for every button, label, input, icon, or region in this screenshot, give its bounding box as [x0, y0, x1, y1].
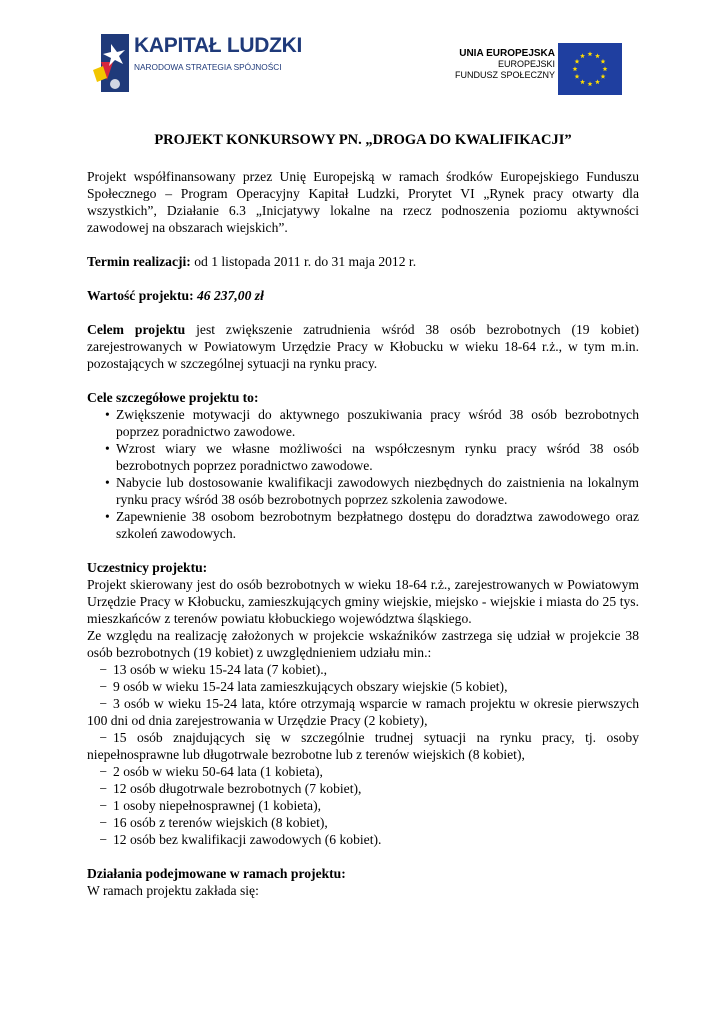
list-item: • Zwiększenie motywacji do aktywnego poszukiwania pracy wśród 38 osób bezrobotnych poprzez poradnictwo zawodowe.	[105, 407, 639, 439]
list-item: − 1 osoby niepełnosprawnej (1 kobieta),	[87, 797, 639, 814]
eu-text-block	[455, 48, 555, 81]
term-label: Termin realizacji:	[87, 254, 191, 269]
eu-line-2: EUROPEJSKI	[497, 59, 555, 69]
dash-icon: −	[99, 798, 107, 813]
participants-paragraph-1: Projekt skierowany jest do osób bezrobotnych w wieku 18-64 r.ż., zarejestrowanych w Powiatowym Urzędzie Pracy w Kłobucku, zamieszkujących gminy wiejskie, miejsko - wiejskie i miasta do 25 tys. mieszkańców z terenów powiatu kłobuckiego województwa śląskiego.	[87, 577, 639, 626]
eu-line-1: UNIA EUROPEJSKA	[459, 48, 555, 59]
intro-paragraph: Projekt współfinansowany przez Unię Europejską w ramach środków Europejskiego Funduszu Społecznego – Program Operacyjny Kapitał Ludzki, Prorytet VI „Rynek pracy otwarty dla wszystkich”, Działanie 6.3 „Inicjatywy lokalne na rzecz podnoszenia poziomu aktywności zawodowej na obszarach wiejskich”.	[87, 169, 639, 235]
actions-text: W ramach projektu zakłada się:	[87, 883, 259, 898]
list-item: • Wzrost wiary we własne możliwości na współczesnym rynku pracy wśród 38 osób bezrobotnych poprzez poradnictwo zawodowe.	[105, 441, 639, 473]
list-item: − 9 osób w wieku 15-24 lata zamieszkujących obszary wiejskie (5 kobiet),	[87, 678, 639, 695]
list-item: − 12 osób bez kwalifikacji zawodowych (6 kobiet).	[87, 831, 639, 848]
list-item: − 15 osób znajdujących się w szczególnie trudnej sytuacji na rynku pracy, tj. osoby niepełnosprawne lub długotrwale bezrobotne lub z terenów wiejskich (8 kobiet),	[87, 730, 639, 762]
list-item: − 16 osób z terenów wiejskich (8 kobiet),	[87, 814, 639, 831]
list-item: − 2 osób w wieku 50-64 lata (1 kobieta),	[87, 763, 639, 780]
kapital-ludzki-subtitle: NARODOWA STRATEGIA SPÓJNOŚCI	[134, 62, 282, 72]
dash-icon: −	[99, 730, 107, 745]
dash-icon: −	[99, 832, 107, 847]
dash-icon: −	[99, 662, 107, 677]
term-line	[87, 253, 639, 270]
dash-icon: −	[99, 679, 107, 694]
participants-heading: Uczestnicy projektu:	[87, 560, 208, 575]
list-item: − 3 osób w wieku 15-24 lata, które otrzymają wsparcie w ramach projektu w okresie pierwszych 100 dni od dnia zarejestrowania w Urzędzie Pracy (2 kobiety),	[87, 696, 639, 728]
dash-icon: −	[99, 815, 107, 830]
actions-heading: Działania podejmowane w ramach projektu:	[87, 866, 346, 881]
bullet-icon: •	[105, 509, 110, 524]
goal-paragraph	[87, 321, 639, 372]
list-item: − 13 osób w wieku 15-24 lata (7 kobiet).,	[87, 661, 639, 678]
list-item: • Zapewnienie 38 osobom bezrobotnym bezpłatnego dostępu do doradztwa zawodowego oraz szkoleń zawodowych.	[105, 509, 639, 541]
value-line	[87, 287, 639, 304]
list-item: • Nabycie lub dostosowanie kwalifikacji zawodowych niezbędnych do zaistnienia na lokalnym rynku pracy wśród 38 osób bezrobotnych poprzez szkolenia zawodowe.	[105, 475, 639, 507]
list-item: − 12 osób długotrwale bezrobotnych (7 kobiet),	[87, 780, 639, 797]
value-amount: 46 237,00 zł	[197, 288, 264, 303]
term-value: od 1 listopada 2011 r. do 31 maja 2012 r.	[190, 254, 417, 269]
value-label: Wartość projektu:	[87, 288, 197, 303]
bullet-icon: •	[105, 407, 110, 422]
eu-flag-icon	[558, 43, 622, 95]
page-header	[0, 0, 725, 110]
bullet-icon: •	[105, 441, 110, 456]
participants-list	[87, 661, 639, 848]
specific-goals-heading: Cele szczegółowe projektu to:	[87, 390, 259, 405]
dash-icon: −	[99, 696, 107, 711]
participants-paragraph-2: Ze względu na realizację założonych w projekcie wskaźników zastrzega się udział w projekcie 38 osób bezrobotnych (19 kobiet) z uwzględnieniem udziału min.:	[87, 628, 639, 660]
specific-goals-list	[87, 406, 639, 542]
document-body	[87, 132, 639, 899]
page-title: PROJEKT KONKURSOWY PN. „DROGA DO KWALIFIKACJI”	[154, 132, 572, 148]
goal-label: Celem projektu	[87, 322, 186, 337]
kapital-ludzki-title: KAPITAŁ LUDZKI	[134, 34, 303, 57]
dash-icon: −	[99, 781, 107, 796]
eu-line-3: FUNDUSZ SPOŁECZNY	[454, 70, 555, 80]
goal-text: jest zwiększenie zatrudnienia wśród 38 osób bezrobotnych (19 kobiet) zarejestrowanych w Powiatowym Urzędzie Pracy w Kłobucku w wieku 18-64 r.ż., w tym m.in. pozostających w szczególnej sytuacji na rynku pracy.	[87, 322, 639, 371]
bullet-icon: •	[105, 475, 110, 490]
dash-icon: −	[99, 764, 107, 779]
